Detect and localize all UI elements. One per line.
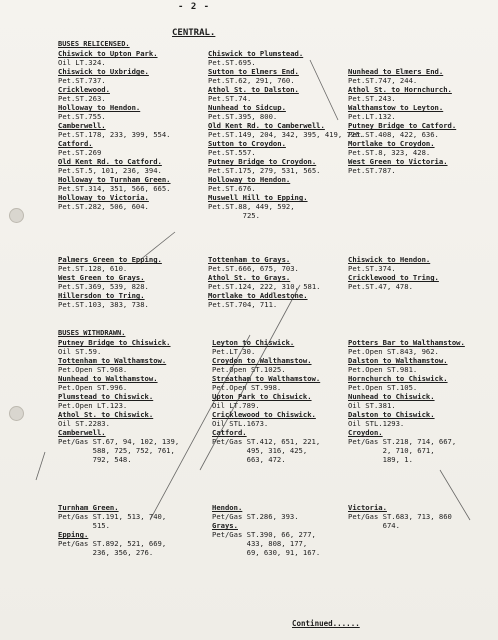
section-heading-withdrawn: BUSES WITHDRAWN. bbox=[58, 329, 126, 337]
route-name: Tottenham to Grays. bbox=[208, 255, 291, 264]
route-name: Hendon. bbox=[212, 503, 243, 512]
route-name: Grays. bbox=[212, 521, 238, 530]
vehicle-numbers: Pet.Open LT.123. bbox=[58, 401, 128, 410]
route-name: Athol St. to Dalston. bbox=[208, 85, 299, 94]
vehicle-numbers: Pet.ST.704, 711. bbox=[208, 300, 278, 309]
vehicle-numbers: Pet/Gas ST.683, 713, 860 674. bbox=[348, 512, 452, 530]
vehicle-numbers: Pet.ST.88, 449, 592, 725. bbox=[208, 202, 295, 220]
route-name: Catford. bbox=[58, 139, 93, 148]
vehicle-numbers: Oil LT.789. bbox=[212, 401, 260, 410]
route-name: Potters Bar to Walthamstow. bbox=[348, 338, 465, 347]
vehicle-numbers: Pet.Open ST.1025. bbox=[212, 365, 286, 374]
route-name: Dalston to Chiswick. bbox=[348, 410, 435, 419]
route-name: Chiswick to Upton Park. bbox=[58, 49, 158, 58]
route-name: Croydon to Walthamstow. bbox=[212, 356, 312, 365]
route-name: Camberwell. bbox=[58, 121, 106, 130]
route-name: Sutton to Elmers End. bbox=[208, 67, 299, 76]
vehicle-numbers: Pet.LT.30. bbox=[212, 347, 256, 356]
route-name: Cricklewood. bbox=[58, 85, 110, 94]
route-name: Upton Park to Chiswick. bbox=[212, 392, 312, 401]
route-name: Mortlake to Croydon. bbox=[348, 139, 435, 148]
route-name: Hornchurch to Chiswick. bbox=[348, 374, 448, 383]
route-name: Cricklewood to Tring. bbox=[348, 273, 439, 282]
section-heading-relicensed: BUSES RELICENSED. bbox=[58, 40, 130, 48]
route-name: Athol St. to Hornchurch. bbox=[348, 85, 452, 94]
route-name: Putney Bridge to Croydon. bbox=[208, 157, 317, 166]
route-name: Walthamstow to Leyton. bbox=[348, 103, 444, 112]
route-name: Tottenham to Walthamstow. bbox=[58, 356, 167, 365]
vehicle-numbers: Pet.ST.787. bbox=[348, 166, 396, 175]
route-name: Holloway to Victoria. bbox=[58, 193, 149, 202]
vehicle-numbers: Pet.Open ST.105. bbox=[348, 383, 418, 392]
vehicle-numbers: Pet.ST.747, 244. bbox=[348, 76, 418, 85]
vehicle-numbers: Oil STL.1673. bbox=[212, 419, 269, 428]
route-name: West Green to Grays. bbox=[58, 273, 145, 282]
route-name: Chiswick to Plumstead. bbox=[208, 49, 304, 58]
pencil-stroke bbox=[310, 60, 338, 120]
vehicle-numbers: Pet.ST.62, 291, 760. bbox=[208, 76, 295, 85]
route-name: Nunhead to Chiswick. bbox=[348, 392, 435, 401]
vehicle-numbers: Pet.ST.149, 204, 342, 395, 419, 726. bbox=[208, 130, 364, 139]
vehicle-numbers: Oil ST.2283. bbox=[58, 419, 110, 428]
route-name: Turnham Green. bbox=[58, 503, 119, 512]
vehicle-numbers: Pet.ST.695. bbox=[208, 58, 256, 67]
route-name: Leyton to Chiswick. bbox=[212, 338, 295, 347]
vehicle-numbers: Pet.ST.314, 351, 566, 665. bbox=[58, 184, 171, 193]
vehicle-numbers: Pet.Open ST.843, 962. bbox=[348, 347, 439, 356]
pencil-stroke bbox=[36, 452, 45, 480]
vehicle-numbers: Pet.ST.124, 222, 310, 581. bbox=[208, 282, 321, 291]
vehicle-numbers: Pet.ST.374. bbox=[348, 264, 396, 273]
route-name: Nunhead to Elmers End. bbox=[348, 67, 444, 76]
vehicle-numbers: Pet.ST.178, 233, 399, 554. bbox=[58, 130, 171, 139]
pencil-stroke bbox=[140, 232, 175, 260]
route-name: Streatham to Walthamstow. bbox=[212, 374, 321, 383]
route-name: West Green to Victoria. bbox=[348, 157, 448, 166]
vehicle-numbers: Pet.Open ST.968. bbox=[58, 365, 128, 374]
route-name: Epping. bbox=[58, 530, 89, 539]
route-name: Sutton to Croydon. bbox=[208, 139, 286, 148]
vehicle-numbers: Pet/Gas ST.218, 714, 667, 2, 710, 671, 189, 1. bbox=[348, 437, 457, 464]
route-name: Cricklewood to Chiswick. bbox=[212, 410, 316, 419]
vehicle-numbers: Pet.Open ST.981. bbox=[348, 365, 418, 374]
route-name: Athol St. to Chiswick. bbox=[58, 410, 154, 419]
route-name: Victoria. bbox=[348, 503, 387, 512]
pencil-stroke bbox=[200, 285, 300, 470]
vehicle-numbers: Pet/Gas ST.390, 66, 277, 433, 808, 177, 69, 630, 91, 167. bbox=[212, 530, 321, 557]
vehicle-numbers: Pet.LT.132. bbox=[348, 112, 396, 121]
vehicle-numbers: Pet.ST.263. bbox=[58, 94, 106, 103]
vehicle-numbers: Pet.Open ST.996. bbox=[58, 383, 128, 392]
route-name: Palmers Green to Epping. bbox=[58, 255, 162, 264]
vehicle-numbers: Pet.ST.666, 675, 703. bbox=[208, 264, 299, 273]
route-name: Old Kent Rd. to Camberwell. bbox=[208, 121, 325, 130]
route-name: Dalston to Walthamstow. bbox=[348, 356, 448, 365]
route-name: Putney Bridge to Catford. bbox=[348, 121, 457, 130]
page-number: - 2 - bbox=[178, 2, 211, 12]
page-heading: CENTRAL. bbox=[172, 28, 216, 38]
continued-note: Continued...... bbox=[292, 619, 360, 628]
vehicle-numbers: Oil STL.1293. bbox=[348, 419, 405, 428]
vehicle-numbers: Pet/Gas ST.191, 513, 740, 515. bbox=[58, 512, 167, 530]
vehicle-numbers: Pet.Open ST.998. bbox=[212, 383, 282, 392]
route-name: Mortlake to Addlestone. bbox=[208, 291, 308, 300]
route-name: Chiswick to Hendon. bbox=[348, 255, 431, 264]
route-name: Nunhead to Walthamstow. bbox=[58, 374, 158, 383]
vehicle-numbers: Pet.ST.8, 323, 428. bbox=[348, 148, 431, 157]
vehicle-numbers: Pet.ST.557. bbox=[208, 148, 256, 157]
vehicle-numbers: Pet/Gas ST.412, 651, 221, 495, 316, 425, 663, 472. bbox=[212, 437, 321, 464]
vehicle-numbers: Pet.ST.369, 539, 828. bbox=[58, 282, 149, 291]
route-name: Holloway to Hendon. bbox=[208, 175, 291, 184]
route-name: Holloway to Turnham Green. bbox=[58, 175, 171, 184]
vehicle-numbers: Pet/Gas ST.286, 393. bbox=[212, 512, 299, 521]
vehicle-numbers: Pet.ST.408, 422, 636. bbox=[348, 130, 439, 139]
vehicle-numbers: Pet.ST.243. bbox=[348, 94, 396, 103]
vehicle-numbers: Pet.ST.395, 800. bbox=[208, 112, 278, 121]
route-name: Catford. bbox=[212, 428, 247, 437]
vehicle-numbers: Pet.ST.74. bbox=[208, 94, 252, 103]
route-name: Plumstead to Chiswick. bbox=[58, 392, 154, 401]
vehicle-numbers: Pet.ST.737. bbox=[58, 76, 106, 85]
vehicle-numbers: Pet.ST.282, 506, 604. bbox=[58, 202, 149, 211]
vehicle-numbers: Pet/Gas ST.892, 521, 669, 236, 356, 276. bbox=[58, 539, 167, 557]
route-name: Camberwell. bbox=[58, 428, 106, 437]
pencil-stroke bbox=[150, 335, 250, 520]
vehicle-numbers: Pet.ST.47, 478. bbox=[348, 282, 413, 291]
route-name: Putney Bridge to Chiswick. bbox=[58, 338, 171, 347]
route-name: Chiswick to Uxbridge. bbox=[58, 67, 149, 76]
vehicle-numbers: Pet.ST.676. bbox=[208, 184, 256, 193]
vehicle-numbers: Pet.ST.175, 279, 531, 565. bbox=[208, 166, 321, 175]
vehicle-numbers: Oil LT.324. bbox=[58, 58, 106, 67]
vehicle-numbers: Oil ST.381. bbox=[348, 401, 396, 410]
vehicle-numbers: Pet.ST.5, 101, 236, 394. bbox=[58, 166, 162, 175]
vehicle-numbers: Pet.ST.755. bbox=[58, 112, 106, 121]
vehicle-numbers: Oil ST.59. bbox=[58, 347, 102, 356]
vehicle-numbers: Pet.ST.103, 383, 738. bbox=[58, 300, 149, 309]
route-name: Old Kent Rd. to Catford. bbox=[58, 157, 162, 166]
route-name: Holloway to Hendon. bbox=[58, 103, 141, 112]
route-name: Athol St. to Grays. bbox=[208, 273, 291, 282]
pencil-stroke bbox=[440, 470, 470, 520]
vehicle-numbers: Pet.ST.128, 610. bbox=[58, 264, 128, 273]
vehicle-numbers: Pet.ST.269 bbox=[58, 148, 102, 157]
route-name: Croydon. bbox=[348, 428, 383, 437]
route-name: Nunhead to Sidcup. bbox=[208, 103, 286, 112]
vehicle-numbers: Pet/Gas ST.67, 94, 102, 139, 588, 725, 752, 761, 792, 548. bbox=[58, 437, 180, 464]
route-name: Muswell Hill to Epping. bbox=[208, 193, 308, 202]
route-name: Hillersdon to Tring. bbox=[58, 291, 145, 300]
